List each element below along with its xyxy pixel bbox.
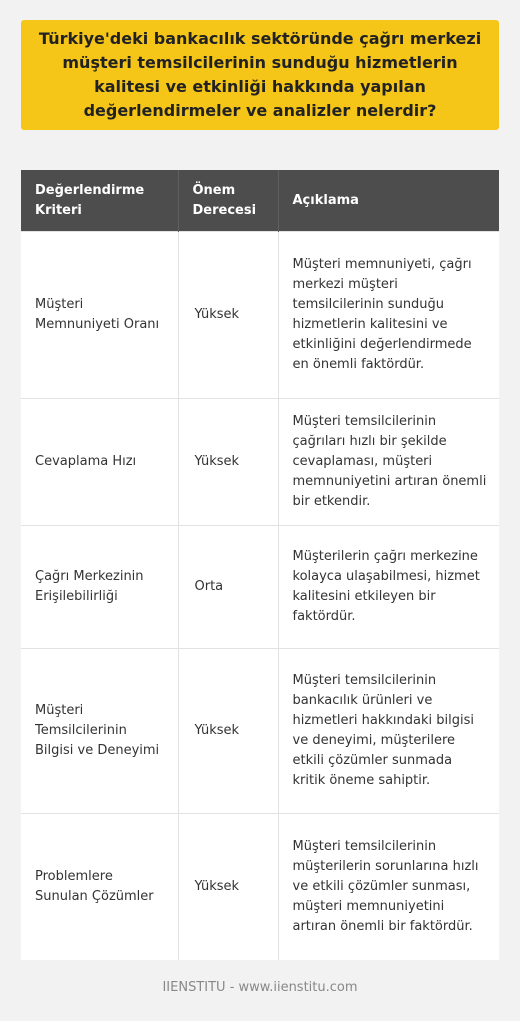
header-criterion: Değerlendirme Kriteri [21,170,178,232]
description-cell: Müşterilerin çağrı merkezine kolayca ulaşabilmesi, hizmet kalitesini etkileyen bir faktördür. [278,526,499,649]
table-header-row [21,170,499,232]
criterion-cell: Problemlere Sunulan Çözümler [21,814,178,960]
title-banner [21,20,499,130]
table-row [21,526,499,649]
importance-cell: Yüksek [178,232,278,399]
importance-cell: Yüksek [178,649,278,814]
footer-credit: IIENSTITU - www.iienstitu.com [162,980,358,995]
importance-cell: Yüksek [178,399,278,526]
table-row [21,649,499,814]
criterion-cell: Müşteri Memnuniyeti Oranı [21,232,178,399]
description-cell: Müşteri memnuniyeti, çağrı merkezi müşteri temsilcilerinin sunduğu hizmetlerin kalitesini ve etkinliğini değerlendirmede en önemli faktördür. [278,232,499,399]
table-row [21,232,499,399]
importance-cell: Yüksek [178,814,278,960]
page-title: Türkiye'deki bankacılık sektöründe çağrı merkezi müşteri temsilcilerinin sunduğu hizmetlerin kalitesi ve etkinliği hakkında yapılan değerlendirmeler ve analizler nelerdir? [38,29,482,120]
criterion-cell: Müşteri Temsilcilerinin Bilgisi ve Deneyimi [21,649,178,814]
criterion-cell: Cevaplama Hızı [21,399,178,526]
description-cell: Müşteri temsilcilerinin bankacılık ürünleri ve hizmetleri hakkındaki bilgisi ve deneyimi, müşterilere etkili çözümler sunmada kritik öneme sahiptir. [278,649,499,814]
criterion-cell: Çağrı Merkezinin Erişilebilirliği [21,526,178,649]
description-cell: Müşteri temsilcilerinin müşterilerin sorunlarına hızlı ve etkili çözümler sunması, müşteri memnuniyetini artıran önemli bir faktördür. [278,814,499,960]
table-row [21,399,499,526]
header-description: Açıklama [278,170,499,232]
description-cell: Müşteri temsilcilerinin çağrıları hızlı bir şekilde cevaplaması, müşteri memnuniyetini artıran önemli bir etkendir. [278,399,499,526]
header-importance: Önem Derecesi [178,170,278,232]
importance-cell: Orta [178,526,278,649]
table-row [21,814,499,960]
evaluation-table [21,170,499,960]
